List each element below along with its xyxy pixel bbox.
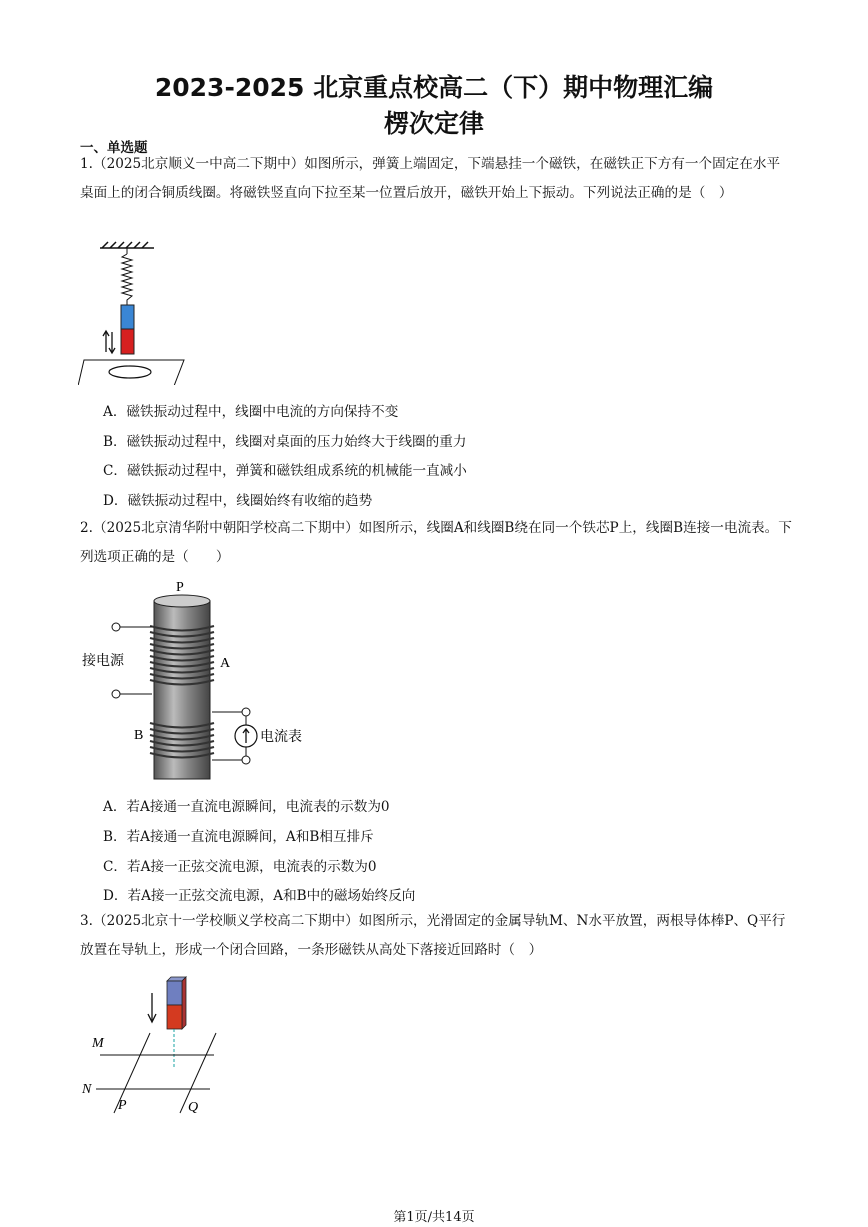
rod-label-p: P <box>118 1098 127 1113</box>
rail-label-n: N <box>82 1082 92 1097</box>
desk-plane <box>78 360 184 385</box>
ammeter-icon <box>235 725 257 747</box>
question-2-option-a: A．若A接通一直流电源瞬间，电流表的示数为0 <box>103 799 390 815</box>
section-heading: 一、单选题 <box>80 140 148 156</box>
source-label: 接电源 <box>82 653 124 669</box>
spring <box>122 254 132 305</box>
question-1-option-b: B．磁铁振动过程中，线圈对桌面的压力始终大于线圈的重力 <box>103 434 467 450</box>
magnet-upper <box>167 981 182 1005</box>
question-1-option-c: C．磁铁振动过程中，弹簧和磁铁组成系统的机械能一直减小 <box>103 463 467 479</box>
document-subtitle: 楞次定律 <box>383 109 484 138</box>
question-1-figure <box>78 240 190 385</box>
question-2-text: 2.（2025北京清华附中朝阳学校高二下期中）如图所示，线圈A和线圈B绕在同一个铁芯P上，线圈B连接一电流表。下列选项正确的是（ ） <box>80 520 792 565</box>
meter-label: 电流表 <box>260 729 302 745</box>
ceiling-support <box>100 242 154 248</box>
question-2-option-b: B．若A接通一直流电源瞬间，A和B相互排斥 <box>103 829 374 845</box>
question-3-figure <box>78 975 228 1120</box>
question-1-option-a: A．磁铁振动过程中，线圈中电流的方向保持不变 <box>103 404 399 420</box>
core-label-p: P <box>176 580 184 595</box>
question-1-option-d: D．磁铁振动过程中，线圈始终有收缩的趋势 <box>103 493 373 509</box>
question-3-text: 3.（2025北京十一学校顺义学校高二下期中）如图所示，光滑固定的金属导轨M、N水平放置，两根导体棒P、Q平行放置在导轨上，形成一个闭合回路，一条形磁铁从高处下落接近回路时（ ） <box>80 913 786 958</box>
magnet-s-pole <box>121 305 134 329</box>
question-2-option-c: C．若A接一正弦交流电源，电流表的示数为0 <box>103 859 377 875</box>
up-down-arrow-icon <box>103 331 115 353</box>
page-footer: 第1页/共14页 <box>393 1210 475 1225</box>
question-1-text: 1.（2025北京顺义一中高二下期中）如图所示，弹簧上端固定，下端悬挂一个磁铁，在磁铁正下方有一个固定在水平桌面上的闭合铜质线圈。将磁铁竖直向下拉至某一位置后放开，磁铁开始上下振动。下列说法正确的是（ ） <box>80 156 781 201</box>
question-2-option-d: D．若A接一正弦交流电源，A和B中的磁场始终反向 <box>103 888 416 904</box>
question-2-figure <box>78 575 328 785</box>
copper-coil <box>109 366 151 378</box>
rod-label-q: Q <box>188 1100 199 1115</box>
magnet-n-pole <box>121 329 134 354</box>
falling-arrow-icon <box>148 993 156 1022</box>
rail-label-m: M <box>92 1036 104 1051</box>
magnet-lower <box>167 1005 182 1029</box>
coil-label-a: A <box>220 656 231 671</box>
coil-label-b: B <box>134 728 144 743</box>
document-title: 2023-2025 北京重点校高二（下）期中物理汇编 <box>154 73 714 102</box>
